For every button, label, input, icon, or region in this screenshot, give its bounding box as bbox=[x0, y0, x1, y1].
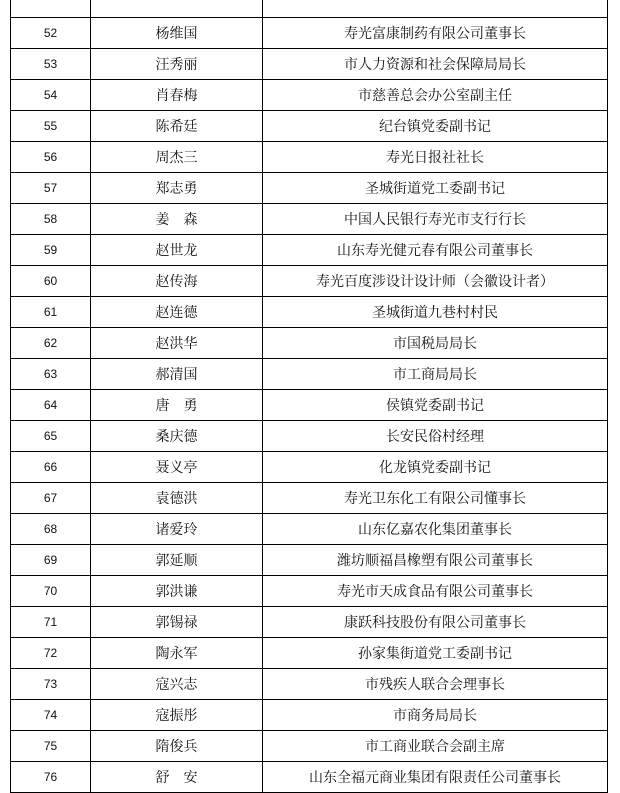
member-title: 潍坊顺福昌橡塑有限公司董事长 bbox=[263, 545, 608, 576]
table-row bbox=[11, 669, 608, 700]
row-number: 57 bbox=[11, 173, 91, 204]
member-title: 圣城街道九巷村村民 bbox=[263, 297, 608, 328]
member-name: 周杰三 bbox=[91, 142, 263, 173]
member-table bbox=[10, 0, 608, 793]
member-name: 郭洪谦 bbox=[91, 576, 263, 607]
member-title: 寿光富康制药有限公司董事长 bbox=[263, 18, 608, 49]
member-title: 寿光市天成食品有限公司董事长 bbox=[263, 576, 608, 607]
member-title: 市人力资源和社会保障局局长 bbox=[263, 49, 608, 80]
row-number: 63 bbox=[11, 359, 91, 390]
member-name: 郭锡禄 bbox=[91, 607, 263, 638]
row-number: 73 bbox=[11, 669, 91, 700]
member-name: 唐 勇 bbox=[91, 390, 263, 421]
table-row bbox=[11, 390, 608, 421]
member-title: 山东寿光健元春有限公司董事长 bbox=[263, 235, 608, 266]
member-title: 市慈善总会办公室副主任 bbox=[263, 80, 608, 111]
table-row bbox=[11, 111, 608, 142]
table-row bbox=[11, 731, 608, 762]
table-row bbox=[11, 576, 608, 607]
table-row bbox=[11, 359, 608, 390]
member-name: 赵洪华 bbox=[91, 328, 263, 359]
member-title: 长安民俗村经理 bbox=[263, 421, 608, 452]
row-number: 52 bbox=[11, 18, 91, 49]
row-number: 54 bbox=[11, 80, 91, 111]
table-row bbox=[11, 514, 608, 545]
member-name: 寇振彤 bbox=[91, 700, 263, 731]
table-row bbox=[11, 700, 608, 731]
table-row bbox=[11, 266, 608, 297]
row-number: 61 bbox=[11, 297, 91, 328]
member-name: 赵世龙 bbox=[91, 235, 263, 266]
member-name: 姜 森 bbox=[91, 204, 263, 235]
row-number: 69 bbox=[11, 545, 91, 576]
member-title: 山东全福元商业集团有限责任公司董事长 bbox=[263, 762, 608, 793]
member-title: 寿光日报社社长 bbox=[263, 142, 608, 173]
member-title: 寿光卫东化工有限公司懂事长 bbox=[263, 483, 608, 514]
cell-name bbox=[91, 0, 263, 18]
table-row bbox=[11, 328, 608, 359]
table-row bbox=[11, 235, 608, 266]
table-row bbox=[11, 638, 608, 669]
member-name: 赵连德 bbox=[91, 297, 263, 328]
member-name: 赵传海 bbox=[91, 266, 263, 297]
member-title: 市商务局局长 bbox=[263, 700, 608, 731]
partial-top-row bbox=[11, 0, 608, 18]
table-row bbox=[11, 452, 608, 483]
member-name: 舒 安 bbox=[91, 762, 263, 793]
row-number: 55 bbox=[11, 111, 91, 142]
member-title: 圣城街道党工委副书记 bbox=[263, 173, 608, 204]
member-name: 隋俊兵 bbox=[91, 731, 263, 762]
row-number: 53 bbox=[11, 49, 91, 80]
row-number: 56 bbox=[11, 142, 91, 173]
member-name: 陶永军 bbox=[91, 638, 263, 669]
member-name: 郭延顺 bbox=[91, 545, 263, 576]
row-number: 74 bbox=[11, 700, 91, 731]
row-number: 58 bbox=[11, 204, 91, 235]
row-number: 76 bbox=[11, 762, 91, 793]
member-title: 山东亿嘉农化集团董事长 bbox=[263, 514, 608, 545]
member-title: 寿光百度涉设计设计师（会徽设计者） bbox=[263, 266, 608, 297]
member-name: 郝清国 bbox=[91, 359, 263, 390]
member-title: 中国人民银行寿光市支行行长 bbox=[263, 204, 608, 235]
table-row bbox=[11, 421, 608, 452]
member-title: 市国税局局长 bbox=[263, 328, 608, 359]
table-row bbox=[11, 49, 608, 80]
member-title: 市工商局局长 bbox=[263, 359, 608, 390]
member-name: 袁德洪 bbox=[91, 483, 263, 514]
table-row bbox=[11, 762, 608, 793]
member-name: 诸爱玲 bbox=[91, 514, 263, 545]
member-name: 桑庆德 bbox=[91, 421, 263, 452]
member-title: 孙家集街道党工委副书记 bbox=[263, 638, 608, 669]
row-number: 68 bbox=[11, 514, 91, 545]
row-number: 71 bbox=[11, 607, 91, 638]
table-row bbox=[11, 18, 608, 49]
table-row bbox=[11, 297, 608, 328]
member-name: 寇兴志 bbox=[91, 669, 263, 700]
member-title: 侯镇党委副书记 bbox=[263, 390, 608, 421]
table-row bbox=[11, 607, 608, 638]
table-row bbox=[11, 142, 608, 173]
member-title: 化龙镇党委副书记 bbox=[263, 452, 608, 483]
row-number: 67 bbox=[11, 483, 91, 514]
member-table-body bbox=[11, 0, 608, 793]
table-row bbox=[11, 80, 608, 111]
member-name: 汪秀丽 bbox=[91, 49, 263, 80]
row-number: 64 bbox=[11, 390, 91, 421]
row-number: 75 bbox=[11, 731, 91, 762]
member-title: 市工商业联合会副主席 bbox=[263, 731, 608, 762]
table-row bbox=[11, 545, 608, 576]
row-number: 62 bbox=[11, 328, 91, 359]
member-name: 郑志勇 bbox=[91, 173, 263, 204]
cell-num bbox=[11, 0, 91, 18]
member-title: 市残疾人联合会理事长 bbox=[263, 669, 608, 700]
table-row bbox=[11, 173, 608, 204]
member-name: 肖春梅 bbox=[91, 80, 263, 111]
row-number: 60 bbox=[11, 266, 91, 297]
member-title: 纪台镇党委副书记 bbox=[263, 111, 608, 142]
table-row bbox=[11, 204, 608, 235]
row-number: 65 bbox=[11, 421, 91, 452]
row-number: 70 bbox=[11, 576, 91, 607]
member-name: 陈希廷 bbox=[91, 111, 263, 142]
member-name: 聂义亭 bbox=[91, 452, 263, 483]
table-row bbox=[11, 483, 608, 514]
member-name: 杨维国 bbox=[91, 18, 263, 49]
row-number: 66 bbox=[11, 452, 91, 483]
member-title: 康跃科技股份有限公司董事长 bbox=[263, 607, 608, 638]
cell-title bbox=[263, 0, 608, 18]
row-number: 72 bbox=[11, 638, 91, 669]
row-number: 59 bbox=[11, 235, 91, 266]
